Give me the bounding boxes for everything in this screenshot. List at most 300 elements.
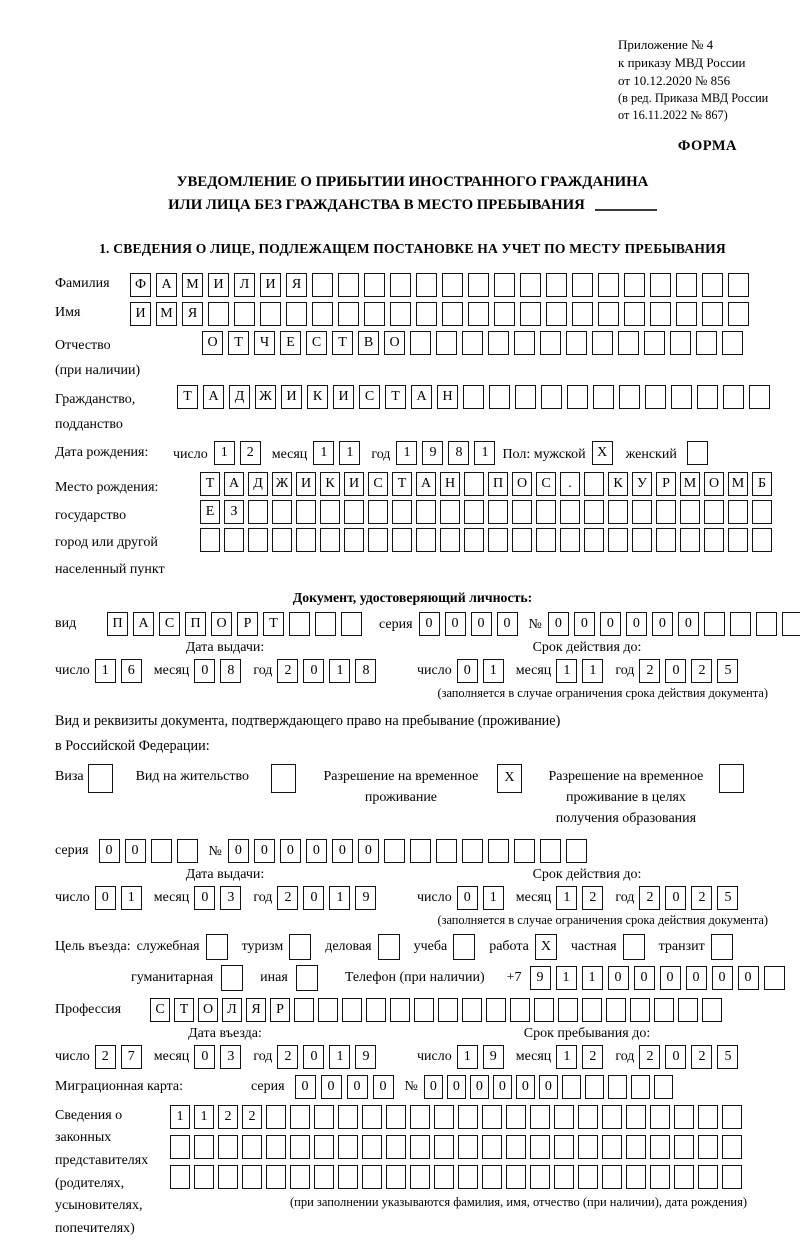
char-box[interactable] [296,500,316,524]
char-box[interactable] [390,273,411,297]
char-box[interactable] [344,500,364,524]
char-box[interactable] [674,1165,694,1189]
char-box[interactable] [536,500,556,524]
char-box[interactable]: 0 [332,839,353,863]
char-box[interactable]: 1 [556,659,577,683]
char-box[interactable]: И [208,273,229,297]
char-box[interactable] [546,273,567,297]
char-box[interactable] [338,1105,358,1129]
char-box[interactable]: 1 [95,659,116,683]
char-box[interactable]: Т [263,612,284,636]
char-box[interactable]: 0 [194,886,215,910]
char-box[interactable] [170,1135,190,1159]
char-box[interactable] [530,1105,550,1129]
char-box[interactable]: М [182,273,203,297]
char-box[interactable]: А [224,472,244,496]
char-box[interactable]: 2 [277,659,298,683]
char-box[interactable] [341,612,362,636]
char-box[interactable] [560,500,580,524]
char-box[interactable]: 0 [600,612,621,636]
char-box[interactable] [390,302,411,326]
char-box[interactable] [592,331,613,355]
char-box[interactable] [320,500,340,524]
char-box[interactable] [458,1105,478,1129]
char-box[interactable] [644,331,665,355]
char-box[interactable] [362,1135,382,1159]
char-box[interactable] [530,1135,550,1159]
char-box[interactable]: 0 [303,886,324,910]
char-box[interactable] [520,302,541,326]
char-box[interactable] [578,1105,598,1129]
char-box[interactable] [593,385,614,409]
char-box[interactable]: 1 [194,1105,214,1129]
char-box[interactable] [296,965,318,991]
char-box[interactable]: 0 [321,1075,342,1099]
char-box[interactable] [458,1165,478,1189]
char-box[interactable]: С [536,472,556,496]
char-box[interactable] [514,839,535,863]
char-box[interactable]: 0 [652,612,673,636]
char-box[interactable]: Я [286,273,307,297]
char-box[interactable] [626,1105,646,1129]
char-box[interactable] [541,385,562,409]
char-box[interactable]: 0 [419,612,440,636]
char-box[interactable] [289,934,311,960]
char-box[interactable] [654,1075,673,1099]
char-box[interactable] [719,764,744,793]
char-box[interactable] [650,273,671,297]
char-box[interactable]: 1 [483,886,504,910]
char-box[interactable] [218,1165,238,1189]
char-box[interactable] [294,998,314,1022]
char-box[interactable] [624,273,645,297]
char-box[interactable] [464,500,484,524]
char-box[interactable]: 0 [194,659,215,683]
char-box[interactable] [540,839,561,863]
char-box[interactable] [390,998,410,1022]
char-box[interactable] [362,1165,382,1189]
char-box[interactable] [442,273,463,297]
char-box[interactable]: Ф [130,273,151,297]
char-box[interactable]: 0 [470,1075,489,1099]
char-box[interactable]: X [535,934,557,960]
char-box[interactable]: Т [228,331,249,355]
char-box[interactable] [536,528,556,552]
char-box[interactable] [723,385,744,409]
char-box[interactable] [671,385,692,409]
char-box[interactable] [464,528,484,552]
char-box[interactable]: 0 [445,612,466,636]
char-box[interactable] [540,331,561,355]
char-box[interactable] [488,331,509,355]
char-box[interactable]: 0 [712,966,733,990]
char-box[interactable] [364,273,385,297]
char-box[interactable]: К [320,472,340,496]
char-box[interactable] [416,302,437,326]
char-box[interactable]: 2 [240,441,261,465]
char-box[interactable]: 7 [121,1045,142,1069]
char-box[interactable] [674,1105,694,1129]
char-box[interactable]: 5 [717,659,738,683]
char-box[interactable] [554,1135,574,1159]
char-box[interactable] [206,934,228,960]
char-box[interactable] [271,764,296,793]
char-box[interactable]: Н [440,472,460,496]
char-box[interactable] [462,839,483,863]
char-box[interactable]: Т [332,331,353,355]
char-box[interactable] [414,998,434,1022]
char-box[interactable]: 2 [639,659,660,683]
char-box[interactable]: 0 [280,839,301,863]
char-box[interactable] [572,273,593,297]
char-box[interactable]: Р [656,472,676,496]
char-box[interactable] [678,998,698,1022]
char-box[interactable] [698,1105,718,1129]
char-box[interactable] [312,302,333,326]
char-box[interactable] [626,1165,646,1189]
char-box[interactable]: 1 [474,441,495,465]
char-box[interactable]: 5 [717,1045,738,1069]
char-box[interactable] [442,302,463,326]
char-box[interactable]: 3 [220,886,241,910]
char-box[interactable]: Т [392,472,412,496]
char-box[interactable] [558,998,578,1022]
char-box[interactable] [728,273,749,297]
char-box[interactable] [248,500,268,524]
char-box[interactable] [410,331,431,355]
char-box[interactable] [702,302,723,326]
char-box[interactable] [619,385,640,409]
char-box[interactable]: 0 [665,886,686,910]
char-box[interactable] [486,998,506,1022]
char-box[interactable]: 0 [634,966,655,990]
char-box[interactable] [266,1165,286,1189]
char-box[interactable] [434,1105,454,1129]
char-box[interactable]: 9 [355,886,376,910]
char-box[interactable] [598,302,619,326]
char-box[interactable] [645,385,666,409]
char-box[interactable] [296,528,316,552]
char-box[interactable] [654,998,674,1022]
char-box[interactable] [602,1105,622,1129]
char-box[interactable] [704,528,724,552]
char-box[interactable]: 1 [556,966,577,990]
char-box[interactable] [631,1075,650,1099]
char-box[interactable] [453,934,475,960]
char-box[interactable] [608,528,628,552]
char-box[interactable] [272,500,292,524]
char-box[interactable] [320,528,340,552]
char-box[interactable]: 2 [242,1105,262,1129]
char-box[interactable] [584,472,604,496]
char-box[interactable] [680,500,700,524]
char-box[interactable]: 8 [355,659,376,683]
char-box[interactable] [624,302,645,326]
char-box[interactable]: 0 [686,966,707,990]
char-box[interactable] [704,612,725,636]
char-box[interactable] [338,273,359,297]
char-box[interactable]: 1 [556,1045,577,1069]
char-box[interactable] [438,998,458,1022]
char-box[interactable] [515,385,536,409]
char-box[interactable]: Л [222,998,242,1022]
char-box[interactable] [728,500,748,524]
char-box[interactable] [151,839,172,863]
char-box[interactable] [554,1165,574,1189]
char-box[interactable] [702,273,723,297]
char-box[interactable]: 2 [691,659,712,683]
char-box[interactable] [585,1075,604,1099]
char-box[interactable]: Р [270,998,290,1022]
char-box[interactable] [584,528,604,552]
char-box[interactable]: 0 [303,1045,324,1069]
char-box[interactable]: 9 [355,1045,376,1069]
char-box[interactable] [562,1075,581,1099]
char-box[interactable]: 9 [530,966,551,990]
char-box[interactable] [338,302,359,326]
char-box[interactable] [290,1165,310,1189]
char-box[interactable]: 0 [373,1075,394,1099]
char-box[interactable] [676,302,697,326]
char-box[interactable] [221,965,243,991]
char-box[interactable] [676,273,697,297]
char-box[interactable]: И [333,385,354,409]
char-box[interactable]: А [411,385,432,409]
char-box[interactable] [338,1165,358,1189]
char-box[interactable] [416,500,436,524]
char-box[interactable]: Р [237,612,258,636]
char-box[interactable] [722,1165,742,1189]
char-box[interactable] [722,331,743,355]
char-box[interactable]: 2 [639,886,660,910]
char-box[interactable] [512,500,532,524]
char-box[interactable]: 8 [448,441,469,465]
char-box[interactable] [410,1135,430,1159]
char-box[interactable] [696,331,717,355]
char-box[interactable] [312,273,333,297]
char-box[interactable] [572,302,593,326]
char-box[interactable] [506,1135,526,1159]
char-box[interactable]: 0 [99,839,120,863]
char-box[interactable] [510,998,530,1022]
char-box[interactable]: 1 [329,1045,350,1069]
char-box[interactable] [566,331,587,355]
char-box[interactable] [606,998,626,1022]
char-box[interactable]: 1 [313,441,334,465]
char-box[interactable] [464,472,484,496]
char-box[interactable]: А [416,472,436,496]
char-box[interactable] [368,500,388,524]
char-box[interactable] [272,528,292,552]
char-box[interactable] [436,331,457,355]
char-box[interactable] [730,612,751,636]
char-box[interactable] [378,934,400,960]
char-box[interactable]: 0 [95,886,116,910]
char-box[interactable]: Т [177,385,198,409]
char-box[interactable] [436,839,457,863]
char-box[interactable]: 1 [556,886,577,910]
char-box[interactable]: М [156,302,177,326]
char-box[interactable]: 5 [717,886,738,910]
char-box[interactable]: Е [200,500,220,524]
char-box[interactable] [512,528,532,552]
char-box[interactable] [630,998,650,1022]
char-box[interactable] [314,1135,334,1159]
char-box[interactable] [208,302,229,326]
char-box[interactable] [434,1135,454,1159]
char-box[interactable]: X [497,764,522,793]
char-box[interactable] [488,500,508,524]
char-box[interactable] [602,1135,622,1159]
char-box[interactable]: 0 [358,839,379,863]
char-box[interactable]: 0 [254,839,275,863]
char-box[interactable]: 8 [220,659,241,683]
char-box[interactable]: М [728,472,748,496]
char-box[interactable]: 0 [497,612,518,636]
char-box[interactable] [368,528,388,552]
char-box[interactable]: М [680,472,700,496]
char-box[interactable]: 1 [170,1105,190,1129]
char-box[interactable]: 6 [121,659,142,683]
char-box[interactable]: 2 [582,886,603,910]
char-box[interactable] [650,302,671,326]
char-box[interactable] [602,1165,622,1189]
char-box[interactable] [546,302,567,326]
char-box[interactable]: . [560,472,580,496]
char-box[interactable]: А [156,273,177,297]
char-box[interactable] [410,1105,430,1129]
char-box[interactable] [680,528,700,552]
char-box[interactable] [468,302,489,326]
char-box[interactable]: 0 [539,1075,558,1099]
char-box[interactable]: С [150,998,170,1022]
char-box[interactable]: 0 [471,612,492,636]
char-box[interactable]: С [359,385,380,409]
char-box[interactable] [698,1135,718,1159]
char-box[interactable] [632,528,652,552]
char-box[interactable]: 0 [347,1075,368,1099]
char-box[interactable]: П [107,612,128,636]
char-box[interactable] [248,528,268,552]
char-box[interactable] [286,302,307,326]
char-box[interactable] [702,998,722,1022]
char-box[interactable] [506,1165,526,1189]
char-box[interactable] [697,385,718,409]
char-box[interactable] [494,302,515,326]
char-box[interactable] [366,998,386,1022]
char-box[interactable]: Е [280,331,301,355]
char-box[interactable]: Ж [255,385,276,409]
char-box[interactable]: 0 [660,966,681,990]
char-box[interactable] [722,1105,742,1129]
char-box[interactable] [266,1105,286,1129]
char-box[interactable] [234,302,255,326]
char-box[interactable] [650,1105,670,1129]
char-box[interactable] [674,1135,694,1159]
char-box[interactable] [756,612,777,636]
char-box[interactable] [749,385,770,409]
char-box[interactable]: 0 [303,659,324,683]
char-box[interactable] [410,839,431,863]
char-box[interactable] [314,1165,334,1189]
char-box[interactable]: 3 [220,1045,241,1069]
char-box[interactable] [462,998,482,1022]
char-box[interactable] [618,331,639,355]
char-box[interactable] [578,1135,598,1159]
char-box[interactable]: И [130,302,151,326]
char-box[interactable] [687,441,708,465]
char-box[interactable]: 1 [329,659,350,683]
char-box[interactable] [194,1135,214,1159]
char-box[interactable] [482,1105,502,1129]
char-box[interactable] [458,1135,478,1159]
char-box[interactable]: 1 [457,1045,478,1069]
char-box[interactable]: С [306,331,327,355]
char-box[interactable] [578,1165,598,1189]
char-box[interactable] [170,1165,190,1189]
char-box[interactable] [386,1165,406,1189]
char-box[interactable] [489,385,510,409]
char-box[interactable]: О [384,331,405,355]
char-box[interactable]: 0 [228,839,249,863]
char-box[interactable]: 2 [691,1045,712,1069]
char-box[interactable]: И [281,385,302,409]
char-box[interactable]: 0 [516,1075,535,1099]
char-box[interactable] [290,1105,310,1129]
char-box[interactable] [410,1165,430,1189]
char-box[interactable] [534,998,554,1022]
char-box[interactable] [482,1165,502,1189]
char-box[interactable]: Я [246,998,266,1022]
char-box[interactable]: 0 [678,612,699,636]
char-box[interactable]: О [512,472,532,496]
char-box[interactable] [560,528,580,552]
char-box[interactable] [224,528,244,552]
char-box[interactable]: С [368,472,388,496]
char-box[interactable]: О [202,331,223,355]
char-box[interactable]: 1 [582,966,603,990]
char-box[interactable] [440,528,460,552]
char-box[interactable]: 2 [639,1045,660,1069]
char-box[interactable] [752,500,772,524]
char-box[interactable]: 1 [329,886,350,910]
char-box[interactable] [315,612,336,636]
char-box[interactable] [242,1165,262,1189]
char-box[interactable]: 0 [738,966,759,990]
char-box[interactable] [314,1105,334,1129]
char-box[interactable]: 0 [626,612,647,636]
char-box[interactable]: Т [385,385,406,409]
char-box[interactable]: 1 [396,441,417,465]
char-box[interactable] [488,528,508,552]
char-box[interactable]: 2 [582,1045,603,1069]
char-box[interactable]: 0 [295,1075,316,1099]
char-box[interactable] [582,998,602,1022]
char-box[interactable] [200,528,220,552]
char-box[interactable] [514,331,535,355]
char-box[interactable] [392,528,412,552]
char-box[interactable] [650,1135,670,1159]
char-box[interactable] [488,839,509,863]
char-box[interactable] [177,839,198,863]
char-box[interactable]: 1 [121,886,142,910]
char-box[interactable] [462,331,483,355]
char-box[interactable] [656,528,676,552]
char-box[interactable]: И [260,273,281,297]
char-box[interactable]: Ж [272,472,292,496]
char-box[interactable] [362,1105,382,1129]
char-box[interactable] [318,998,338,1022]
